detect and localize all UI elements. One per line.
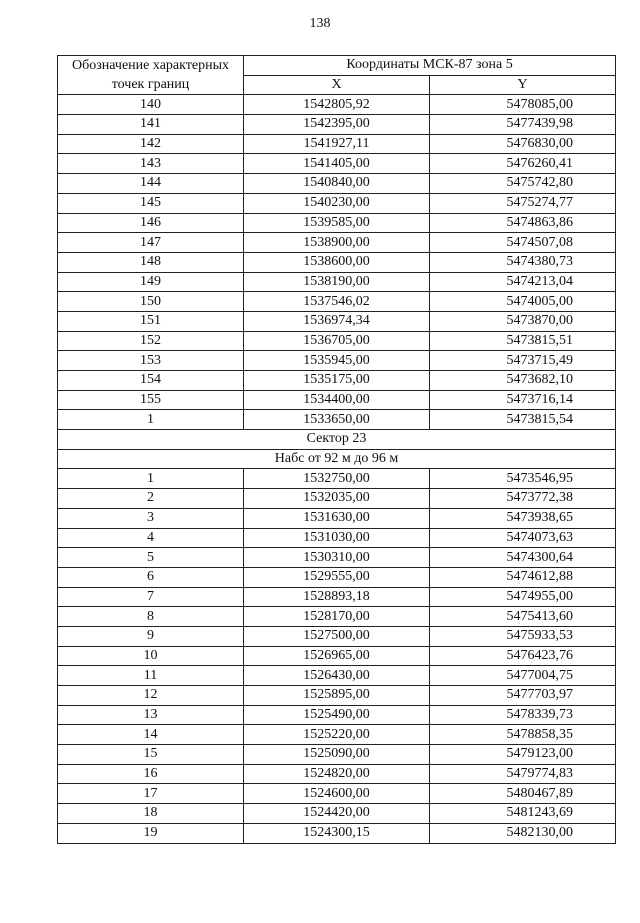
coordinates-group-header: Координаты МСК-87 зона 5 [244, 56, 616, 76]
x-cell: 1528170,00 [244, 607, 430, 627]
y-cell: 5474213,04 [430, 272, 616, 292]
height-range-row [58, 449, 616, 469]
y-cell: 5477004,75 [430, 666, 616, 686]
point-cell: 14 [58, 725, 244, 745]
table-row [58, 390, 616, 410]
x-cell: 1535175,00 [244, 371, 430, 391]
point-cell: 9 [58, 626, 244, 646]
point-cell: 15 [58, 745, 244, 765]
table-row [58, 705, 616, 725]
table-row [58, 331, 616, 351]
table-row [58, 764, 616, 784]
point-cell: 155 [58, 390, 244, 410]
y-cell: 5474005,00 [430, 292, 616, 312]
y-cell: 5477703,97 [430, 686, 616, 706]
table-row [58, 626, 616, 646]
table-row [58, 528, 616, 548]
table-row [58, 469, 616, 489]
x-cell: 1527500,00 [244, 626, 430, 646]
table-row [58, 567, 616, 587]
point-cell: 149 [58, 272, 244, 292]
point-cell: 17 [58, 784, 244, 804]
point-column-header: Обозначение характерных точек границ [58, 56, 244, 95]
y-cell: 5475933,53 [430, 626, 616, 646]
point-cell: 11 [58, 666, 244, 686]
y-cell: 5473546,95 [430, 469, 616, 489]
page-number: 138 [309, 16, 331, 31]
x-cell: 1529555,00 [244, 567, 430, 587]
x-cell: 1534400,00 [244, 390, 430, 410]
x-cell: 1542805,92 [244, 95, 430, 115]
point-cell: 140 [58, 95, 244, 115]
table-row [58, 686, 616, 706]
point-cell: 147 [58, 233, 244, 253]
coordinates-table [57, 55, 616, 844]
table-row [58, 410, 616, 430]
sector-heading-group [58, 430, 616, 469]
x-column-header: X [244, 75, 430, 95]
x-cell: 1536974,34 [244, 311, 430, 331]
sector-title: Сектор 23 [58, 430, 616, 450]
y-cell: 5476830,00 [430, 134, 616, 154]
x-cell: 1541927,11 [244, 134, 430, 154]
x-cell: 1524820,00 [244, 764, 430, 784]
point-cell: 2 [58, 489, 244, 509]
x-cell: 1524300,15 [244, 823, 430, 843]
point-cell: 19 [58, 823, 244, 843]
table-row [58, 292, 616, 312]
x-cell: 1540230,00 [244, 193, 430, 213]
point-cell: 151 [58, 311, 244, 331]
point-cell: 153 [58, 351, 244, 371]
x-cell: 1538900,00 [244, 233, 430, 253]
y-cell: 5473815,51 [430, 331, 616, 351]
table-row [58, 115, 616, 135]
table-row [58, 154, 616, 174]
x-cell: 1538190,00 [244, 272, 430, 292]
y-cell: 5474300,64 [430, 548, 616, 568]
x-cell: 1525090,00 [244, 745, 430, 765]
point-cell: 1 [58, 410, 244, 430]
point-cell: 150 [58, 292, 244, 312]
point-cell: 141 [58, 115, 244, 135]
table-row [58, 95, 616, 115]
point-cell: 6 [58, 567, 244, 587]
y-cell: 5476423,76 [430, 646, 616, 666]
point-cell: 146 [58, 213, 244, 233]
y-cell: 5473716,14 [430, 390, 616, 410]
y-cell: 5474612,88 [430, 567, 616, 587]
point-cell: 3 [58, 508, 244, 528]
table-body-part-1 [58, 95, 616, 430]
y-cell: 5476260,41 [430, 154, 616, 174]
x-cell: 1541405,00 [244, 154, 430, 174]
table-row [58, 371, 616, 391]
point-cell: 1 [58, 469, 244, 489]
table-row [58, 823, 616, 843]
y-cell: 5478858,35 [430, 725, 616, 745]
y-column-header: Y [430, 75, 616, 95]
point-cell: 10 [58, 646, 244, 666]
point-cell: 8 [58, 607, 244, 627]
y-cell: 5474073,63 [430, 528, 616, 548]
table-row [58, 193, 616, 213]
table-row [58, 725, 616, 745]
table-row [58, 134, 616, 154]
x-cell: 1526430,00 [244, 666, 430, 686]
table-row [58, 548, 616, 568]
x-cell: 1536705,00 [244, 331, 430, 351]
table-header-row [58, 56, 616, 76]
table-row [58, 351, 616, 371]
point-cell: 12 [58, 686, 244, 706]
x-cell: 1530310,00 [244, 548, 430, 568]
x-cell: 1532750,00 [244, 469, 430, 489]
point-cell: 148 [58, 252, 244, 272]
y-cell: 5477439,98 [430, 115, 616, 135]
x-cell: 1537546,02 [244, 292, 430, 312]
height-range: Набс от 92 м до 96 м [58, 449, 616, 469]
point-cell: 144 [58, 174, 244, 194]
x-cell: 1528893,18 [244, 587, 430, 607]
x-cell: 1531630,00 [244, 508, 430, 528]
x-cell: 1526965,00 [244, 646, 430, 666]
x-cell: 1540840,00 [244, 174, 430, 194]
y-cell: 5479123,00 [430, 745, 616, 765]
x-cell: 1538600,00 [244, 252, 430, 272]
y-cell: 5480467,89 [430, 784, 616, 804]
x-cell: 1525220,00 [244, 725, 430, 745]
table-row [58, 804, 616, 824]
table-body-part-2 [58, 469, 616, 843]
point-cell: 143 [58, 154, 244, 174]
x-cell: 1535945,00 [244, 351, 430, 371]
table-row [58, 587, 616, 607]
table-row [58, 745, 616, 765]
table-row [58, 646, 616, 666]
table-row [58, 174, 616, 194]
y-cell: 5475274,77 [430, 193, 616, 213]
y-cell: 5473938,65 [430, 508, 616, 528]
y-cell: 5478085,00 [430, 95, 616, 115]
x-cell: 1524600,00 [244, 784, 430, 804]
x-cell: 1531030,00 [244, 528, 430, 548]
y-cell: 5479774,83 [430, 764, 616, 784]
table-row [58, 607, 616, 627]
y-cell: 5475742,80 [430, 174, 616, 194]
point-cell: 7 [58, 587, 244, 607]
y-cell: 5473682,10 [430, 371, 616, 391]
point-cell: 13 [58, 705, 244, 725]
y-cell: 5473772,38 [430, 489, 616, 509]
y-cell: 5473715,49 [430, 351, 616, 371]
x-cell: 1539585,00 [244, 213, 430, 233]
point-cell: 154 [58, 371, 244, 391]
table-row [58, 272, 616, 292]
point-cell: 4 [58, 528, 244, 548]
table-row [58, 213, 616, 233]
y-cell: 5473815,54 [430, 410, 616, 430]
table-row [58, 508, 616, 528]
point-cell: 145 [58, 193, 244, 213]
x-cell: 1524420,00 [244, 804, 430, 824]
point-cell: 5 [58, 548, 244, 568]
table-row [58, 252, 616, 272]
point-cell: 152 [58, 331, 244, 351]
sector-title-row [58, 430, 616, 450]
table-row [58, 233, 616, 253]
y-cell: 5473870,00 [430, 311, 616, 331]
y-cell: 5474863,86 [430, 213, 616, 233]
table-row [58, 666, 616, 686]
point-cell: 16 [58, 764, 244, 784]
point-cell: 18 [58, 804, 244, 824]
x-cell: 1525490,00 [244, 705, 430, 725]
y-cell: 5474380,73 [430, 252, 616, 272]
x-cell: 1525895,00 [244, 686, 430, 706]
y-cell: 5478339,73 [430, 705, 616, 725]
point-cell: 142 [58, 134, 244, 154]
y-cell: 5474955,00 [430, 587, 616, 607]
x-cell: 1542395,00 [244, 115, 430, 135]
y-cell: 5474507,08 [430, 233, 616, 253]
table-row [58, 784, 616, 804]
y-cell: 5481243,69 [430, 804, 616, 824]
x-cell: 1532035,00 [244, 489, 430, 509]
table-row [58, 489, 616, 509]
x-cell: 1533650,00 [244, 410, 430, 430]
y-cell: 5475413,60 [430, 607, 616, 627]
y-cell: 5482130,00 [430, 823, 616, 843]
table-row [58, 311, 616, 331]
